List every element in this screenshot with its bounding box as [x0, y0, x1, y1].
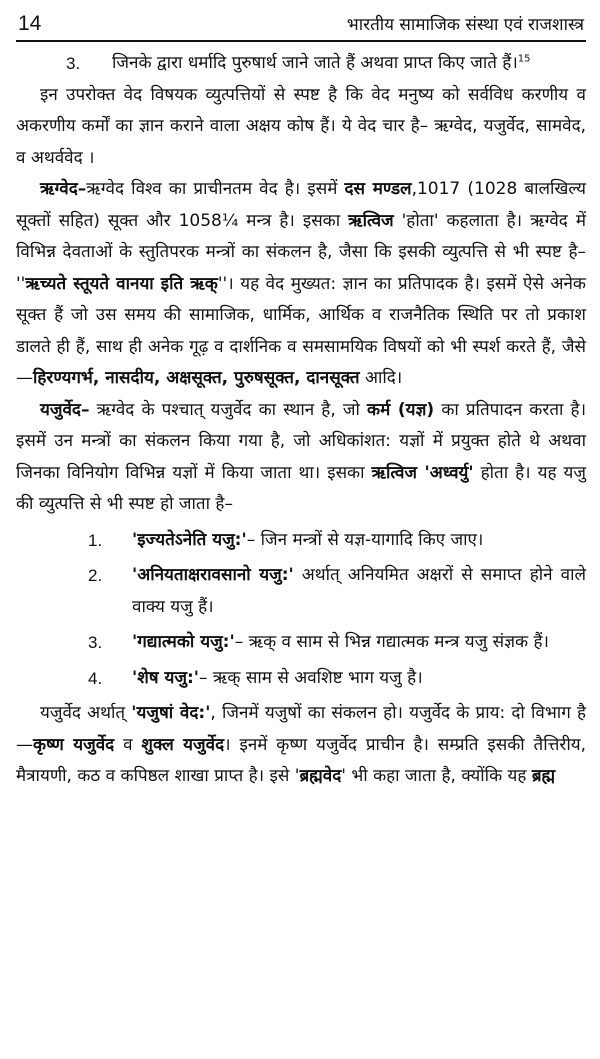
bold-run: शुक्ल यजुर्वेद [141, 734, 225, 755]
text-run: 'होता' कहलाता है। ऋग्वेद में विभिन्न देवताओं के स्तुतिपरक मन्त्रों का संकलन है, जैसा कि इसकी व्युत्पत्ति से भी स्पष्ट है– '' [16, 210, 586, 294]
page-number: 14 [18, 12, 42, 35]
bold-run: ऋच्यते स्तूयते वानया इति ऋक् [25, 273, 218, 294]
text-run: । इनमें कृष्ण यजुर्वेद प्राचीन है। सम्प्रति इसकी तैत्तिरीय, मैत्रायणी, कठ व कपिष्ठल शाखा प्राप्त है। इसे ' [16, 734, 587, 786]
bold-run: ब्रह्मवेद [299, 766, 342, 786]
rigveda-paragraph [16, 174, 586, 395]
page-header [16, 0, 586, 42]
text-run: ऋग्वेद विश्व का प्राचीनतम वेद है। इसमें [86, 179, 345, 199]
running-title: भारतीय सामाजिक संस्था एवं राजशास्त्र [346, 15, 584, 35]
text-run: – ऋक् साम से अवशिष्ट भाग यजु है। [199, 667, 423, 688]
bold-run: 'इज्यतेऽनेति यजु:' [132, 529, 247, 550]
text-run: अर्थात् अनियमित अक्षरों से समाप्त होने वाले वाक्य यजु हैं। [132, 565, 587, 617]
list-item [16, 663, 586, 695]
text-run: ,1017 (1028 बालखिल्य सूक्तों सहित) सूक्त और 1058¼ मन्त्र है। इसका [16, 179, 586, 231]
bold-run: हिरण्यगर्भ, नासदीय, अक्षसूक्त, पुरुषसूक्त, दानसूक्त [33, 368, 360, 388]
text-run: – जिन मन्त्रों से यज्ञ-यागादि किए जाए। [246, 529, 484, 550]
text-run: का प्रतिपादन करता है। इसमें उन मन्त्रों का संकलन किया गया है, जो अधिकांशत: यज्ञों में प्रयुक्त होते थे अथवा जिनका विनियोग विभिन्न यज्ञों में किया जाता था। इसका [16, 399, 587, 483]
footnote-marker: 15 [517, 53, 531, 65]
text-run: ''। यह वेद मुख्यत: ज्ञान का प्रतिपादक है। इसमें ऐसे अनेक सूक्त हैं जो उस समय की सामाजिक, धार्मिक, आर्थिक व राजनैतिक स्थिति पर तो प्रकाश डालते ही हैं, साथ ही अनेक गूढ़ व दार्शनिक व समसामयिक विषयों को भी स्पर्श करते हैं, जैसे— [16, 273, 586, 388]
text-run: – ऋक् व साम से भिन्न गद्यात्मक मन्त्र यजु संज्ञक हैं। [234, 632, 549, 652]
item-number: 3. [88, 633, 103, 652]
rigveda-heading: ऋग्वेद– [40, 179, 87, 199]
list-item [16, 525, 586, 557]
text-run: ऋग्वेद के पश्चात् यजुर्वेद का स्थान है, जो [89, 399, 368, 420]
item-text [132, 525, 586, 557]
item-text [132, 663, 586, 695]
item-text [132, 627, 586, 659]
item-number: 4. [88, 668, 103, 688]
yajurveda-paragraph [16, 395, 586, 521]
bold-run: 'अनियताक्षरावसानो यजु:' [132, 565, 294, 585]
bold-run: दस मण्डल [344, 179, 412, 199]
item-text [132, 560, 586, 623]
item-number: 3. [66, 54, 81, 73]
list-item [16, 627, 586, 659]
text-run: आदि। [359, 368, 403, 388]
yajurveda-heading: यजुर्वेद– [40, 399, 90, 420]
bold-run: ऋत्विज [348, 210, 394, 231]
text-run: यजुर्वेद अर्थात् [40, 703, 132, 723]
bold-run: कृष्ण यजुर्वेद [33, 734, 115, 755]
item-text [112, 48, 586, 80]
intro-paragraph: इन उपरोक्त वेद विषयक व्युत्पत्तियों से स्पष्ट है कि वेद मनुष्य को सर्वविध करणीय व अकरणीय कर्मों का ज्ञान कराने वाला अक्षय कोष हैं। ये वेद चार है– ऋग्वेद, यजुर्वेद, सामवेद, व अथर्ववेद । [16, 84, 586, 168]
text-run: , जिनमें यजुषों का संकलन हो। यजुर्वेद के प्राय: दो विभाग है— [16, 703, 587, 755]
bold-run: कर्म (यज्ञ) [367, 399, 435, 420]
bold-run: 'शेष यजु:' [132, 667, 199, 688]
bold-run: ब्रह्म [531, 766, 556, 786]
text-run: ' भी कहा जाता है, क्योंकि यह [341, 766, 532, 786]
item-number: 2. [88, 566, 103, 585]
bold-run: 'यजुषां वेद:' [131, 703, 211, 723]
bold-run: 'गद्यात्मको यजु:' [132, 632, 235, 652]
bold-run: ऋत्विज 'अध्वर्यु' [371, 462, 474, 483]
closing-paragraph [16, 698, 586, 793]
item-body: जिनके द्वारा धर्मादि पुरुषार्थ जाने जाते हैं अथवा प्राप्त किए जाते हैं। [112, 53, 518, 73]
yajur-definitions-list [16, 525, 586, 695]
text-run: होता है। यह यजु की व्युत्पत्ति से भी स्पष्ट हो जाता है– [16, 462, 586, 514]
item-number: 1. [88, 530, 103, 550]
list-item [16, 560, 586, 623]
list-item [16, 48, 586, 80]
top-list [16, 48, 586, 80]
text-run: व [114, 734, 142, 755]
